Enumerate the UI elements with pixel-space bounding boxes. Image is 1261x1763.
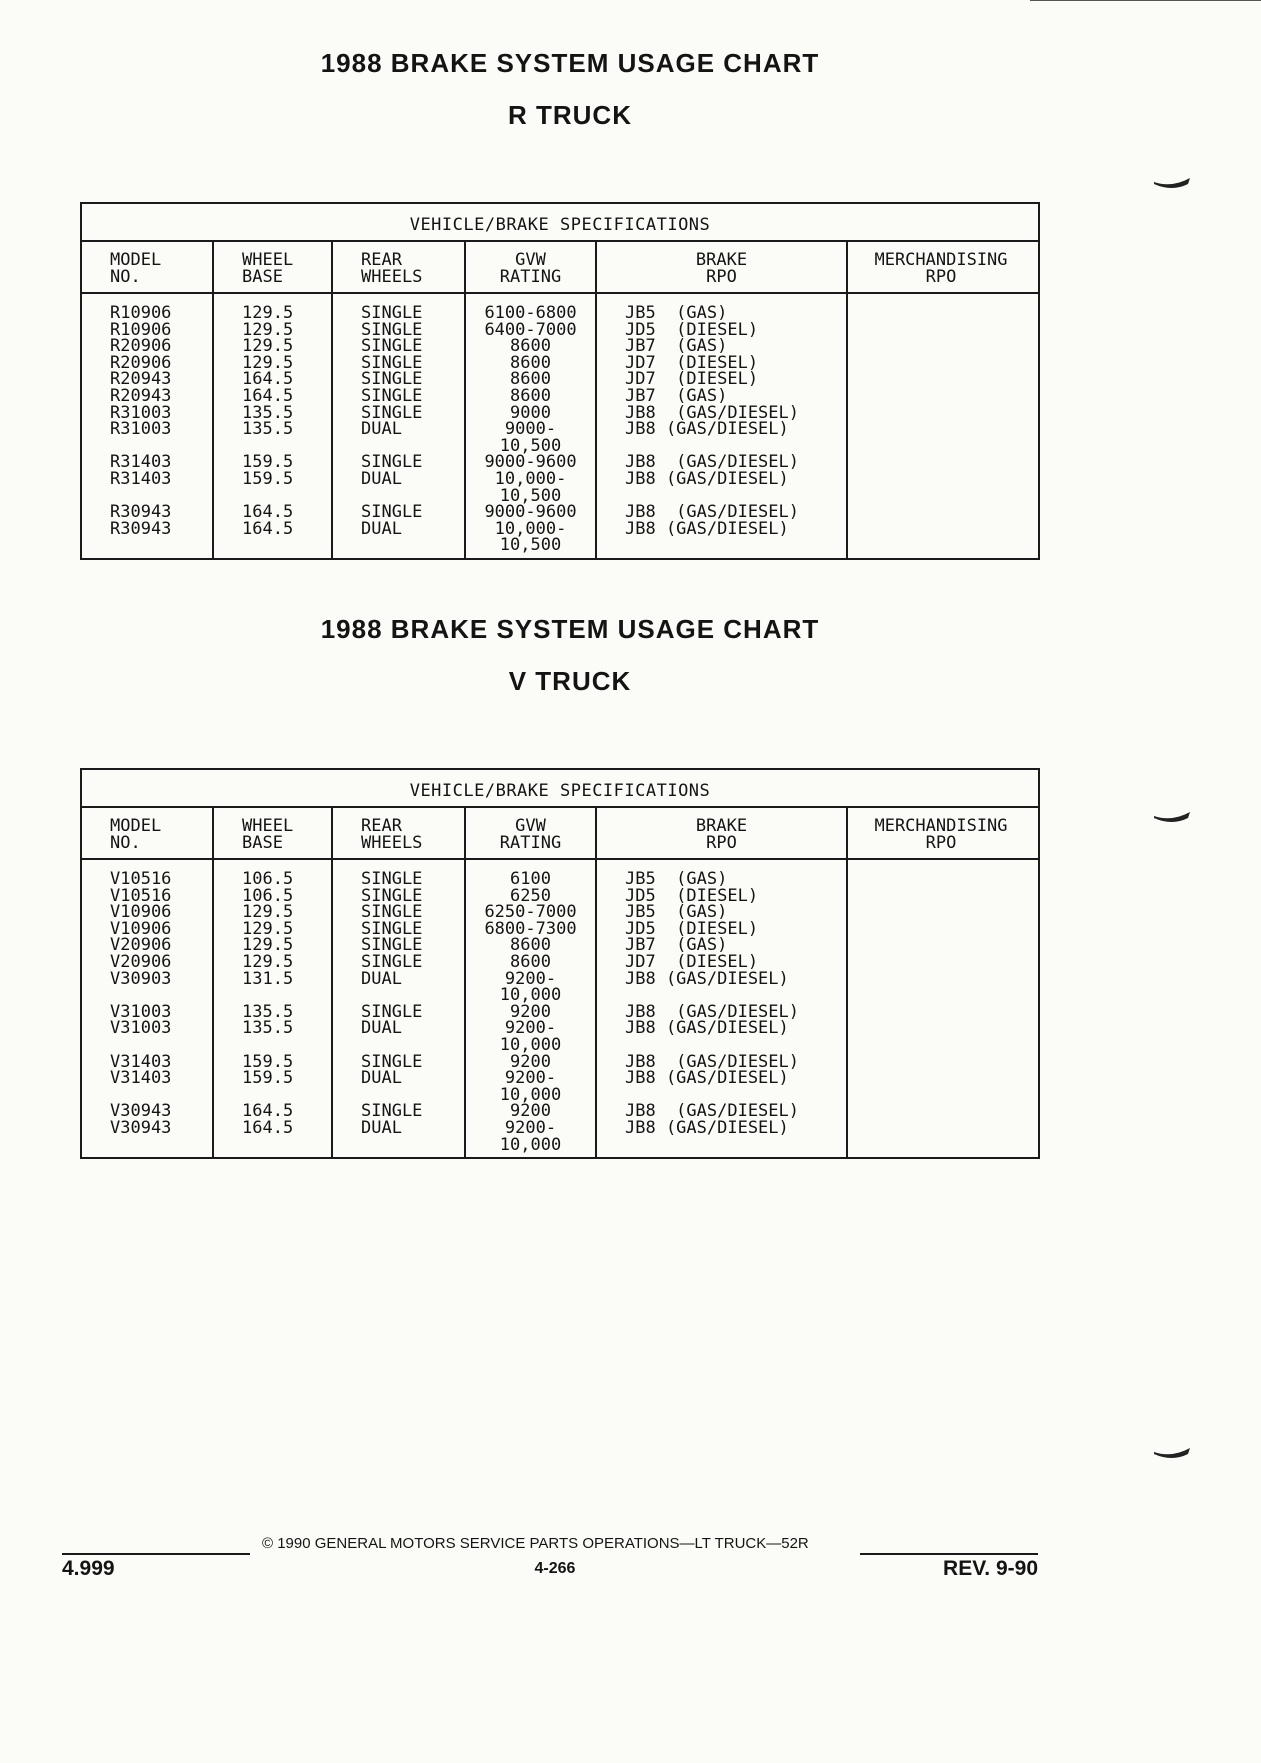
- rear-wheels-cell: SINGLE: [361, 303, 423, 323]
- header-row: [82, 242, 1038, 294]
- gvw-cell: 10,000- 10,500: [494, 518, 567, 556]
- wheelbase-cell: 135.5: [242, 402, 294, 423]
- brake-rpo-cell: JB7 (GAS): [625, 336, 728, 357]
- wheelbase-cell: 159.5: [242, 1051, 294, 1072]
- wheelbase-cell: 135.5: [242, 1018, 294, 1039]
- binder-hole-mark: [1152, 1448, 1192, 1460]
- gvw-cell: 9000: [510, 402, 551, 423]
- brake-rpo-cell: JB7 (GAS): [625, 935, 728, 956]
- column-brake-rpo: [597, 860, 848, 1157]
- header-model: MODEL NO.: [82, 808, 214, 858]
- wheelbase-cell: 129.5: [242, 902, 294, 923]
- chart-subtitle-r: R TRUCK: [508, 100, 632, 130]
- top-edge-rule: [1030, 0, 1261, 1]
- model-cell: V10516: [110, 869, 172, 889]
- box-heading: VEHICLE/BRAKE SPECIFICATIONS: [82, 770, 1038, 808]
- model-cell: V20906: [110, 935, 172, 956]
- gvw-cell: 9200- 10,000: [499, 968, 562, 1006]
- wheelbase-cell: 135.5: [242, 1001, 294, 1022]
- wheelbase-cell: 129.5: [242, 303, 294, 323]
- rear-wheels-cell: SINGLE: [361, 885, 423, 906]
- rear-wheels-cell: SINGLE: [361, 336, 423, 357]
- wheelbase-cell: 106.5: [242, 885, 294, 906]
- model-cell: R20906: [110, 352, 172, 373]
- chart-title-v: 1988 BRAKE SYSTEM USAGE CHART: [320, 614, 820, 644]
- gvw-cell: 9000-9600: [484, 452, 577, 473]
- rear-wheels-cell: SINGLE: [361, 352, 423, 373]
- model-cell: R20943: [110, 385, 172, 406]
- brake-rpo-cell: JB8 (GAS/DIESEL): [625, 1068, 789, 1089]
- column-gvw: [466, 860, 597, 1157]
- brake-rpo-cell: JB8 (GAS/DIESEL): [625, 419, 789, 440]
- wheelbase-cell: 129.5: [242, 352, 294, 373]
- gvw-cell: 9200: [510, 1001, 551, 1022]
- gvw-cell: 9200: [510, 1101, 551, 1122]
- gvw-cell: 8600: [510, 369, 551, 390]
- rear-wheels-cell: DUAL: [361, 1117, 402, 1138]
- gvw-cell: 8600: [510, 352, 551, 373]
- gvw-cell: 9000-9600: [484, 502, 577, 523]
- wheelbase-cell: 164.5: [242, 369, 294, 390]
- wheelbase-cell: 129.5: [242, 918, 294, 939]
- brake-rpo-cell: JB8 (GAS/DIESEL): [625, 1001, 799, 1022]
- header-merch-rpo: MERCHANDISING RPO: [874, 250, 1008, 287]
- brake-rpo-cell: JD7 (DIESEL): [625, 352, 759, 373]
- rear-wheels-cell: SINGLE: [361, 1001, 423, 1022]
- column-rear-wheels: [333, 860, 466, 1157]
- column-brake-rpo: [597, 294, 848, 558]
- table-body: [82, 294, 1038, 558]
- model-cell: V31003: [110, 1001, 172, 1022]
- column-wheelbase: [214, 860, 333, 1157]
- binder-hole-mark: [1152, 812, 1192, 824]
- rear-wheels-cell: DUAL: [361, 1068, 402, 1089]
- chart-title-r: 1988 BRAKE SYSTEM USAGE CHART: [320, 48, 820, 78]
- rear-wheels-cell: SINGLE: [361, 385, 423, 406]
- wheelbase-cell: 129.5: [242, 319, 294, 340]
- table-body: [82, 860, 1038, 1157]
- rear-wheels-cell: DUAL: [361, 968, 402, 989]
- gvw-cell: 9200- 10,000: [499, 1068, 562, 1105]
- model-cell: R31003: [110, 419, 172, 440]
- rear-wheels-cell: SINGLE: [361, 319, 423, 340]
- gvw-cell: 6400-7000: [484, 319, 577, 340]
- model-cell: V20906: [110, 951, 172, 972]
- brake-rpo-cell: JB8 (GAS/DIESEL): [625, 452, 799, 473]
- chart-subtitle-v: V TRUCK: [508, 666, 632, 696]
- brake-rpo-cell: JD5 (DIESEL): [625, 918, 759, 939]
- gvw-cell: 6250: [510, 885, 551, 906]
- brake-rpo-cell: JB8 (GAS/DIESEL): [625, 1101, 799, 1122]
- header-rear-wheels: REAR WHEELS: [333, 242, 466, 292]
- brake-rpo-cell: JB8 (GAS/DIESEL): [625, 1018, 789, 1039]
- brake-rpo-cell: JB8 (GAS/DIESEL): [625, 518, 789, 539]
- brake-rpo-cell: JB7 (GAS): [625, 385, 728, 406]
- wheelbase-cell: 164.5: [242, 1117, 294, 1138]
- gvw-cell: 6100-6800: [484, 303, 577, 323]
- wheelbase-cell: 164.5: [242, 518, 294, 539]
- gvw-cell: 6250-7000: [484, 902, 577, 923]
- footer-copyright: © 1990 GENERAL MOTORS SERVICE PARTS OPERATIONS—LT TRUCK—52R: [262, 1535, 809, 1552]
- gvw-cell: 6800-7300: [484, 918, 577, 939]
- rear-wheels-cell: SINGLE: [361, 1051, 423, 1072]
- rear-wheels-cell: DUAL: [361, 518, 402, 539]
- model-cell: R30943: [110, 502, 172, 523]
- rear-wheels-cell: SINGLE: [361, 402, 423, 423]
- brake-rpo-cell: JB8 (GAS/DIESEL): [625, 502, 799, 523]
- column-rear-wheels: [333, 294, 466, 558]
- model-cell: V31403: [110, 1051, 172, 1072]
- brake-rpo-cell: JB5 (GAS): [625, 902, 728, 923]
- spec-table-v-truck: [80, 768, 1040, 1159]
- model-cell: R20906: [110, 336, 172, 357]
- rear-wheels-cell: SINGLE: [361, 369, 423, 390]
- binder-hole-mark: [1152, 178, 1192, 190]
- rear-wheels-cell: SINGLE: [361, 452, 423, 473]
- brake-rpo-cell: JD5 (DIESEL): [625, 319, 759, 340]
- model-cell: R20943: [110, 369, 172, 390]
- rear-wheels-cell: SINGLE: [361, 902, 423, 923]
- brake-rpo-cell: JB8 (GAS/DIESEL): [625, 968, 789, 989]
- brake-rpo-cell: JD5 (DIESEL): [625, 885, 759, 906]
- wheelbase-cell: 129.5: [242, 951, 294, 972]
- gvw-cell: 9200- 10,000: [499, 1117, 562, 1155]
- box-heading: VEHICLE/BRAKE SPECIFICATIONS: [82, 204, 1038, 242]
- footer-page-number: 4-266: [534, 1560, 576, 1577]
- header-model: MODEL NO.: [82, 242, 214, 292]
- wheelbase-cell: 164.5: [242, 1101, 294, 1122]
- gvw-cell: 8600: [510, 951, 551, 972]
- rear-wheels-cell: DUAL: [361, 419, 402, 440]
- wheelbase-cell: 129.5: [242, 935, 294, 956]
- column-model: [82, 294, 214, 558]
- column-wheelbase: [214, 294, 333, 558]
- wheelbase-cell: 129.5: [242, 336, 294, 357]
- model-cell: R31003: [110, 402, 172, 423]
- gvw-cell: 9200- 10,000: [499, 1018, 562, 1055]
- model-cell: V31003: [110, 1018, 172, 1039]
- brake-rpo-cell: JB8 (GAS/DIESEL): [625, 1051, 799, 1072]
- wheelbase-cell: 159.5: [242, 1068, 294, 1089]
- brake-rpo-cell: JD7 (DIESEL): [625, 951, 759, 972]
- column-merch-rpo: [848, 294, 1034, 558]
- model-cell: R10906: [110, 303, 172, 323]
- header-rear-wheels: REAR WHEELS: [333, 808, 466, 858]
- wheelbase-cell: 164.5: [242, 385, 294, 406]
- column-gvw: [466, 294, 597, 558]
- model-cell: R30943: [110, 518, 172, 539]
- rear-wheels-cell: DUAL: [361, 1018, 402, 1039]
- header-brake-rpo: BRAKE RPO: [597, 242, 848, 292]
- model-cell: V30943: [110, 1117, 172, 1138]
- brake-rpo-cell: JB8 (GAS/DIESEL): [625, 1117, 789, 1138]
- rear-wheels-cell: SINGLE: [361, 869, 423, 889]
- rear-wheels-cell: SINGLE: [361, 918, 423, 939]
- model-cell: V31403: [110, 1068, 172, 1089]
- column-model: [82, 860, 214, 1157]
- model-cell: R31403: [110, 452, 172, 473]
- wheelbase-cell: 164.5: [242, 502, 294, 523]
- model-cell: V30943: [110, 1101, 172, 1122]
- model-cell: R31403: [110, 468, 172, 489]
- brake-rpo-cell: JD7 (DIESEL): [625, 369, 759, 390]
- header-row: [82, 808, 1038, 860]
- footer-section-number: 4.999: [62, 1553, 250, 1581]
- wheelbase-cell: 159.5: [242, 452, 294, 473]
- model-cell: V10516: [110, 885, 172, 906]
- gvw-cell: 9200: [510, 1051, 551, 1072]
- model-cell: R10906: [110, 319, 172, 340]
- header-wheelbase: WHEEL BASE: [214, 242, 333, 292]
- header-brake-rpo: BRAKE RPO: [597, 808, 848, 858]
- brake-rpo-cell: JB5 (GAS): [625, 303, 728, 323]
- brake-rpo-cell: JB8 (GAS/DIESEL): [625, 468, 789, 489]
- gvw-cell: 10,000- 10,500: [494, 468, 567, 506]
- gvw-cell: 8600: [510, 385, 551, 406]
- column-merch-rpo: [848, 860, 1034, 1157]
- header-wheelbase: WHEEL BASE: [214, 808, 333, 858]
- header-gvw: GVW RATING: [466, 242, 597, 292]
- model-cell: V30903: [110, 968, 172, 989]
- wheelbase-cell: 159.5: [242, 468, 294, 489]
- gvw-cell: 9000- 10,500: [499, 419, 562, 456]
- header-merch-rpo: MERCHANDISING RPO: [874, 816, 1008, 853]
- model-cell: V10906: [110, 918, 172, 939]
- header-gvw: GVW RATING: [466, 808, 597, 858]
- rear-wheels-cell: SINGLE: [361, 951, 423, 972]
- wheelbase-cell: 106.5: [242, 869, 294, 889]
- gvw-cell: 8600: [510, 336, 551, 357]
- wheelbase-cell: 131.5: [242, 968, 294, 989]
- rear-wheels-cell: SINGLE: [361, 935, 423, 956]
- rear-wheels-cell: SINGLE: [361, 1101, 423, 1122]
- model-cell: V10906: [110, 902, 172, 923]
- footer-revision: REV. 9-90: [860, 1553, 1038, 1581]
- gvw-cell: 8600: [510, 935, 551, 956]
- spec-table-r-truck: [80, 202, 1040, 560]
- rear-wheels-cell: DUAL: [361, 468, 402, 489]
- wheelbase-cell: 135.5: [242, 419, 294, 440]
- brake-rpo-cell: JB5 (GAS): [625, 869, 728, 889]
- brake-rpo-cell: JB8 (GAS/DIESEL): [625, 402, 799, 423]
- gvw-cell: 6100: [510, 869, 551, 889]
- rear-wheels-cell: SINGLE: [361, 502, 423, 523]
